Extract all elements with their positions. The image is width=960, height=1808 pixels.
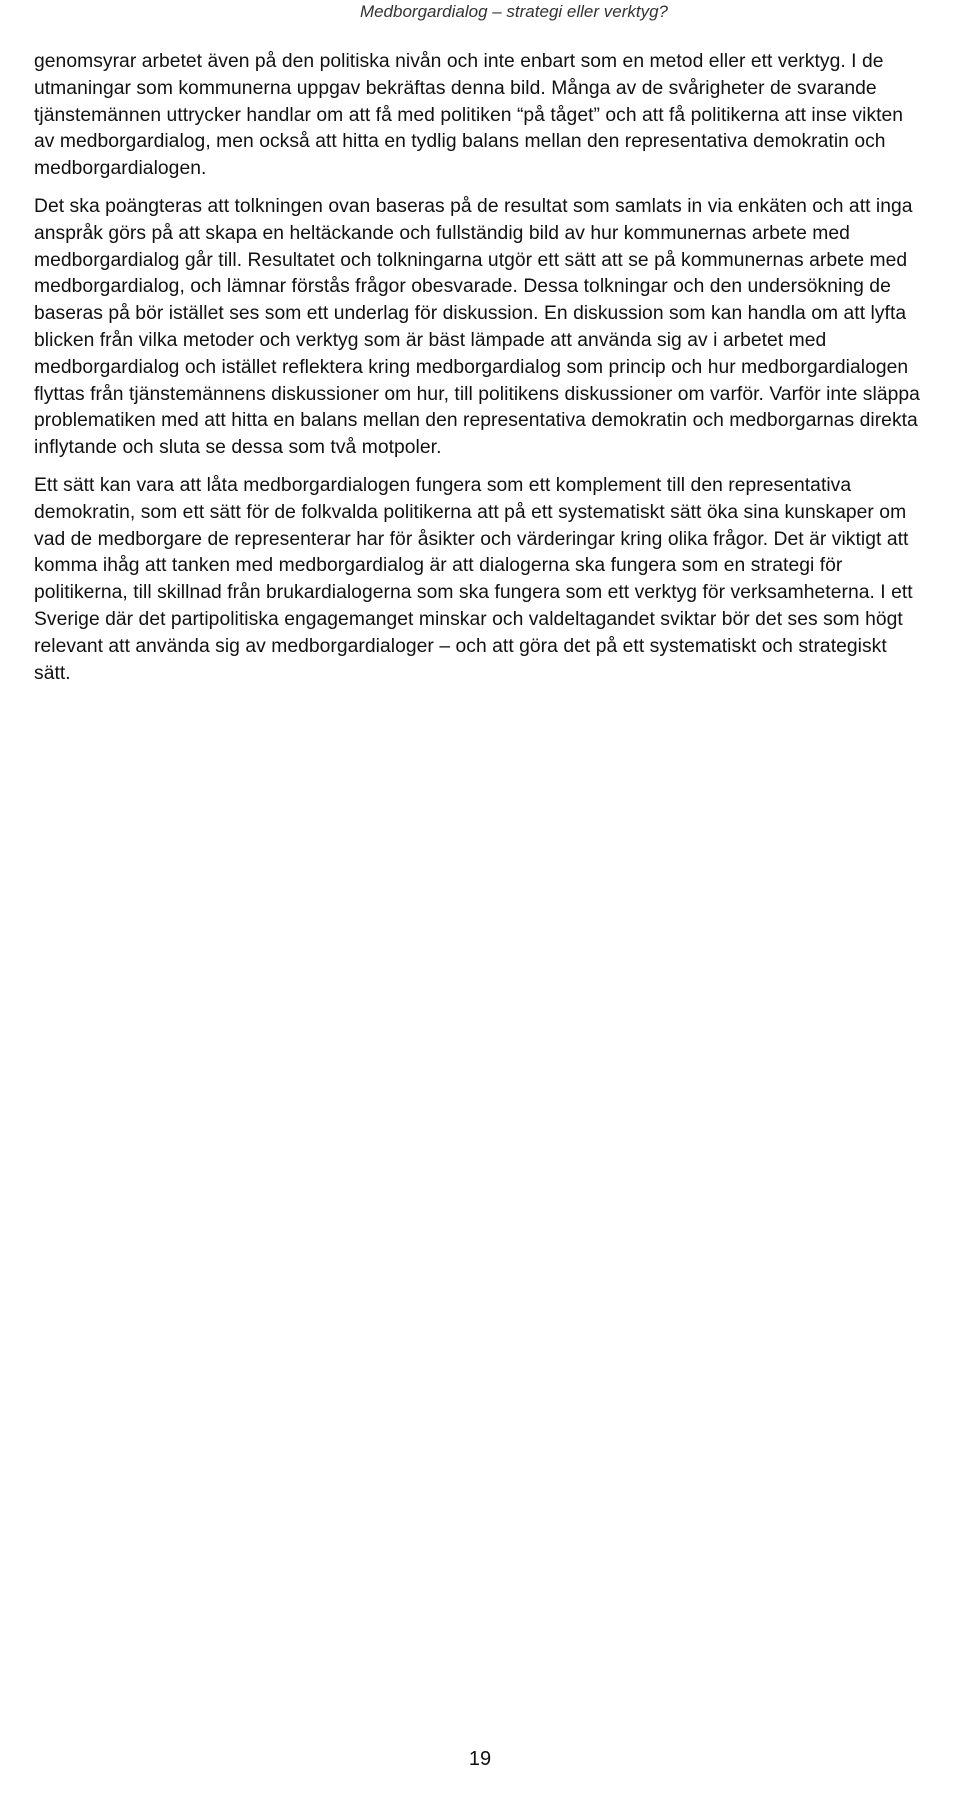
body-paragraph: genomsyrar arbetet även på den politiska nivån och inte enbart som en metod eller ett verktyg. I de utmaningar som kommunerna uppgav bekräftas denna bild. Många av de svårigheter de svarande tjänstemännen uttrycker handlar om att få med politiken “på tåget” och att få politikerna att inse vikten av medborgardialog, men också att hitta en tydlig balans mellan den representativa demokratin och medborgardialogen. bbox=[34, 51, 904, 180]
document-body bbox=[34, 49, 926, 698]
body-paragraph: Det ska poängteras att tolkningen ovan baseras på de resultat som samlats in via enkäten och att inga anspråk görs på att skapa en heltäckande och fullständig bild av hur kommunernas arbete med medborgardialog går till. Resultatet och tolkningarna utgör ett sätt att se på kommunernas arbete med medborgardialog, och lämnar förstås frågor obesvarade. Dessa tolkningar och den undersökning de baseras på bör istället ses som ett underlag för diskussion. En diskussion som kan handla om att lyfta blicken från vilka metoder och verktyg som är bäst lämpade att använda sig av i arbetet med medborgardialog och istället reflektera kring medborgardialog som princip och hur medborgardialogen flyttas från tjänstemännens diskussioner om hur, till politikens diskussioner om varför. Varför inte släppa problematiken med att hitta en balans mellan den representativa demokratin och medborgarnas direkta inflytande och sluta se dessa som två motpoler. bbox=[34, 195, 920, 459]
body-paragraph: Ett sätt kan vara att låta medborgardialogen fungera som ett komplement till den representativa demokratin, som ett sätt för de folkvalda politikerna att på ett systematiskt sätt öka sina kunskaper om vad de medborgare de representerar har för åsikter och värderingar kring olika frågor. Det är viktigt att komma ihåg att tanken med medborgardialog är att dialogerna ska fungera som en strategi för politikerna, till skillnad från brukardialogerna som ska fungera som ett verktyg för verksamheterna. I ett Sverige där det partipolitiska engagemanget minskar och valdeltagandet sviktar bör det ses som högt relevant att använda sig av medborgardialoger – och att göra det på ett systematiskt och strategiskt sätt. bbox=[34, 474, 913, 684]
page-number: 19 bbox=[468, 1748, 492, 1770]
running-header-title: Medborgardialog – strategi eller verktyg? bbox=[359, 2, 668, 21]
